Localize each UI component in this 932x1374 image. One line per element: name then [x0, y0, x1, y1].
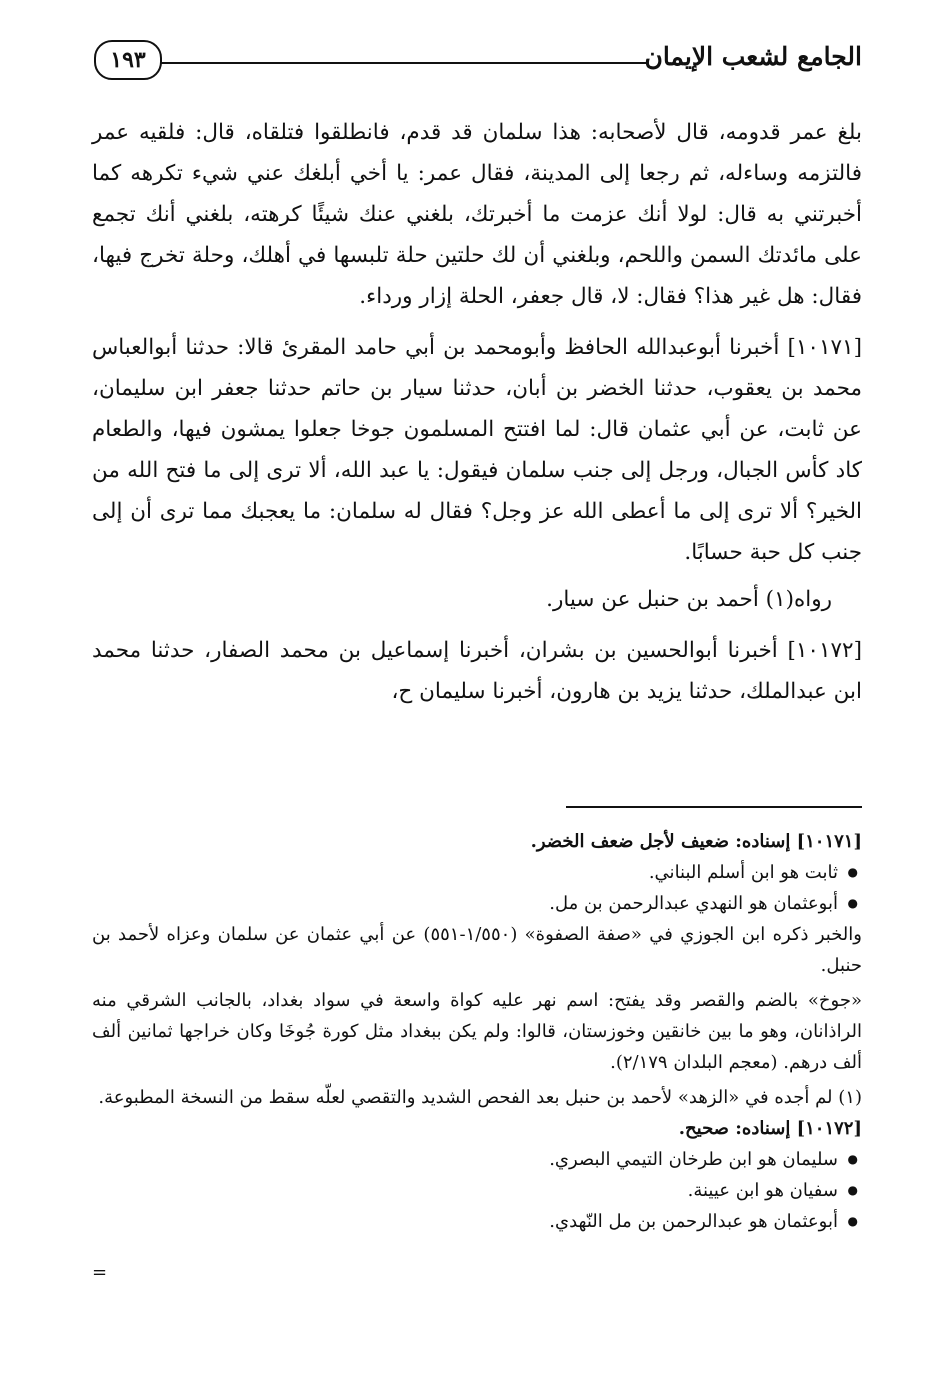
hadith-10171: [١٠١٧١] أخبرنا أبوعبدالله الحافظ وأبومحمد بن أبي حامد المقرئ قالا: حدثنا أبوالعباس محمد بن يعقوب، حدثنا الخضر بن أبان، حدثنا سيار بن حاتم حدثنا جعفر ابن سليمان، عن ثابت، عن أبي عثمان قال: لما افتتح المسلمون جوخا جعلوا يمشون فيها، والطعام كاد كأس الجبال، ورجل إلى جنب سلمان فيقول: يا عبد الله، ألا ترى إلى ما فتح الله من الخير؟ ألا ترى إلى ما أعطى الله عز وجل؟ فقال له سلمان: ما يعجبك مما ترى أن إلى جنب كل حبة حسابًا.	[92, 335, 862, 565]
footnote-jawkh: «جوخ» بالضم والقصر وقد يفتح: اسم نهر عليه كواة واسعة في سواد بغداد، بالجانب الشرقي منه الراذانان، وهو ما بين خانقين وخوزستان، قالوا: ولم يكن ببغداد مثل كورة جُوخَا وكان خراجها ثمانين ألف ألف درهم. (معجم البلدان ٢/١٧٩).	[92, 990, 862, 1073]
hadith-10172: [١٠١٧٢] أخبرنا أبوالحسين بن بشران، أخبرنا إسماعيل بن محمد الصفار، حدثنا محمد ابن عبدالملك، حدثنا يزيد بن هارون، أخبرنا سليمان ح،	[92, 638, 862, 704]
footnotes	[92, 826, 862, 1237]
footnote-bullet: ● ثابت هو ابن أسلم البناني.	[92, 857, 862, 888]
header-rule	[154, 62, 648, 64]
footnote-source: والخبر ذكره ابن الجوزي في «صفة الصفوة» (١/٥٥٠-٥٥١) عن أبي عثمان عن سلمان وعزاه لأحمد بن حنبل.	[92, 924, 862, 976]
footnote-10171-isnad: [١٠١٧١] إسناده: ضعيف لأجل ضعف الخضر.	[530, 831, 862, 852]
footnote-bullet: ● أبوعثمان هو النهدي عبدالرحمن بن مل.	[92, 888, 862, 919]
page-header	[94, 38, 862, 88]
narration-note: رواه(١) أحمد بن حنبل عن سيار.	[546, 587, 832, 612]
footnote-ref-1: (١) لم أجده في «الزهد» لأحمد بن حنبل بعد الفحص الشديد والتقصي لعلّه سقط من النسخة المطبوعة.	[98, 1087, 862, 1108]
footnote-10172-isnad: [١٠١٧٢] إسناده: صحيح.	[678, 1118, 862, 1139]
footnote-bullet: ● أبوعثمان هو عبدالرحمن بن مل النّهدي.	[92, 1206, 862, 1237]
page-number: ١٩٣	[110, 47, 146, 73]
paragraph-continuation: بلغ عمر قدومه، قال لأصحابه: هذا سلمان قد قدم، فانطلقوا فتلقاه، قال: فلقيه عمر فالتزمه وساءله، ثم رجعا إلى المدينة، فقال عمر: يا أخي أبلغك عني شيء تكرهه كما أخبرتني به قال: لولا أنك عزمت ما أخبرتك، بلغني عنك شيئًا كرهته، بلغني أنك تجمع على مائدتك السمن واللحم، وبلغني أن لك حلتين حلة تلبسها في أهلك، وحلة تخرج فيها، فقال: هل غير هذا؟ فقال: لا، قال جعفر، الحلة إزار ورداء.	[92, 120, 862, 309]
page-number-badge	[94, 40, 162, 80]
footnote-bullet: ● سليمان هو ابن طرخان التيمي البصري.	[92, 1144, 862, 1175]
main-text	[92, 112, 862, 712]
footnote-separator	[566, 806, 862, 808]
continuation-mark: =	[92, 1262, 108, 1283]
running-title: الجامع لشعب الإيمان	[644, 42, 862, 71]
footnote-bullet: ● سفيان هو ابن عيينة.	[92, 1175, 862, 1206]
